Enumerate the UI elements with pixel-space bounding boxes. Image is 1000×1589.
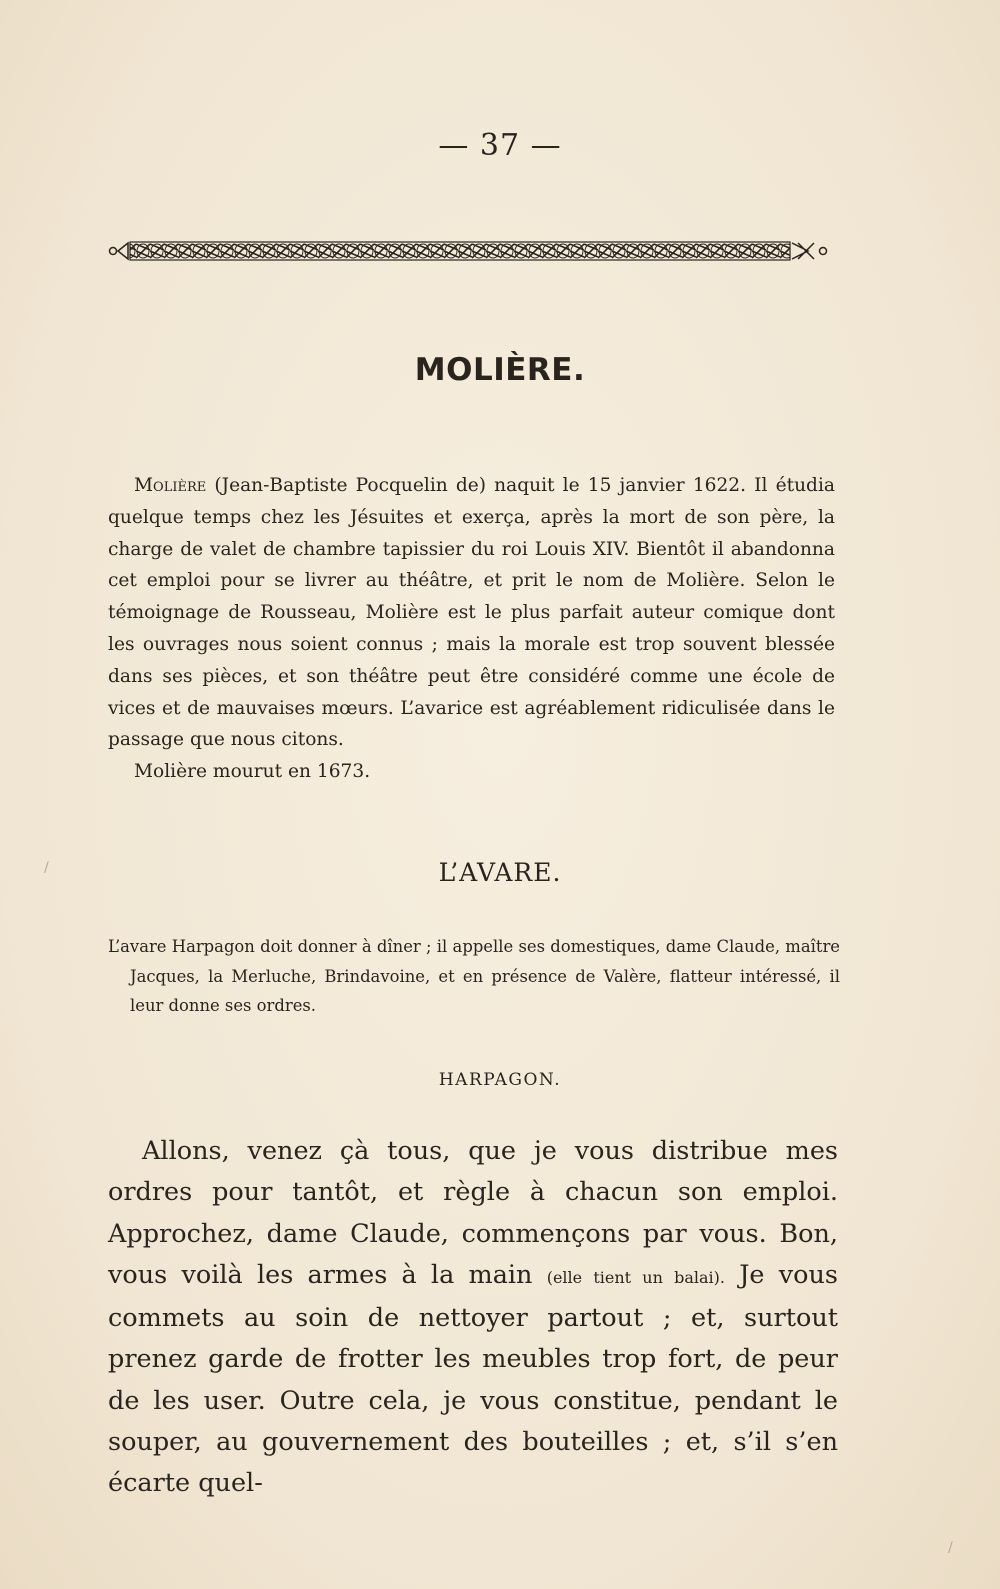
dialogue xyxy=(108,1131,838,1505)
death-note: Molière mourut en 1673. xyxy=(134,761,371,783)
scene-summary-text: L’avare Harpagon doit donner à dîner ; il appelle ses domestiques, dame Claude, maître Jacques, la Merluche, Brindavoine, et en présence de Valère, flatteur intéressé, il leur donne ses ordres. xyxy=(108,937,840,1015)
decorative-rule-ornament xyxy=(108,240,830,262)
paper-speck: / xyxy=(44,860,49,876)
biography-text xyxy=(108,470,835,788)
biography-paragraph xyxy=(108,470,835,756)
scene-summary xyxy=(108,932,840,1021)
speaker-name: HARPAGON. xyxy=(438,1070,562,1090)
author-name: Molière xyxy=(134,475,207,496)
dialogue-text-part-2: Je vous commets au soin de nettoyer partout ; et, surtout prenez garde de frotter les meubles trop fort, de peur de les user. Outre cela, je vous constitue, pendant le souper, au gouvernement des bouteilles ; et, s’il s’en écarte quel- xyxy=(108,1259,838,1499)
dialogue-paragraph xyxy=(108,1131,838,1505)
stage-direction: (elle tient un balai). xyxy=(546,1267,725,1287)
dialogue-text-part-1: Allons, venez çà tous, que je vous distribue mes ordres pour tantôt, et règle à chacun son emploi. Approchez, dame Claude, commençons par vous. Bon, vous voilà les armes à la main xyxy=(108,1136,838,1290)
chapter-title: MOLIÈRE. xyxy=(414,352,586,388)
paper-speck: / xyxy=(948,1540,953,1556)
section-title: L’AVARE. xyxy=(438,858,562,887)
page-number: — 37 — xyxy=(438,128,562,163)
biography-body: (Jean-Baptiste Pocquelin de) naquit le 15 janvier 1622. Il étudia quelque temps chez les Jésuites et exerça, après la mort de son père, la charge de valet de chambre tapissier du roi Louis XIV. Bientôt il abandonna cet emploi pour se livrer au théâtre, et prit le nom de Molière. Selon le témoignage de Rousseau, Molière est le plus parfait auteur comique dont les ouvrages nous soient connus ; mais la morale est trop souvent blessée dans ses pièces, et son théâtre peut être considéré comme une école de vices et de mauvaises mœurs. L’avarice est agréablement ridiculisée dans le passage que nous citons. xyxy=(108,475,835,751)
